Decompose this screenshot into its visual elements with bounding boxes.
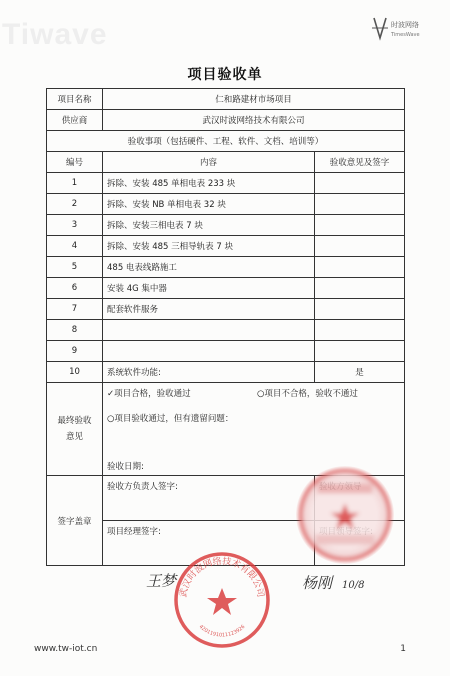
- section-title: 验收事项（包括硬件、工程、软件、文档、培训等）: [47, 131, 405, 152]
- project-name-value: 仁和路建材市场项目: [103, 89, 405, 110]
- row-opinion: [315, 257, 405, 278]
- document-title: 项目验收单: [187, 67, 263, 83]
- row-opinion: [315, 236, 405, 257]
- header-opinion: 验收意见及签字: [315, 152, 405, 173]
- seal-text: 武汉时波网络技术有限公司: [178, 556, 266, 599]
- row-content: [103, 341, 315, 362]
- watermark-text: Tiwave: [2, 18, 108, 51]
- row-opinion: [315, 215, 405, 236]
- conclusion-options: [103, 383, 405, 476]
- supplier-row: [47, 110, 405, 131]
- table-row: [47, 278, 405, 299]
- row-content: 拆除、安装 NB 单相电表 32 块: [103, 194, 315, 215]
- signature-label: 签字盖章: [47, 476, 103, 566]
- seal-code: 4201191011123926: [197, 623, 247, 639]
- row-number: 6: [47, 278, 103, 299]
- logo-text: 时波网络: [391, 21, 419, 29]
- option-pass: ✓项目合格，验收通过: [107, 389, 191, 399]
- row-opinion: [315, 173, 405, 194]
- row-number: 10: [47, 362, 103, 383]
- company-seal: [172, 550, 272, 650]
- row-number: 8: [47, 320, 103, 341]
- row-number: 7: [47, 299, 103, 320]
- table-row: [47, 173, 405, 194]
- conclusion-label-line1: 最终验收: [57, 416, 92, 426]
- company-seal-blurred: [296, 466, 394, 564]
- section-title-row: [47, 131, 405, 152]
- table-row: [47, 320, 405, 341]
- row-opinion: [315, 320, 405, 341]
- conclusion-row: [47, 383, 405, 476]
- table-header-row: [47, 152, 405, 173]
- table-row: [47, 341, 405, 362]
- row-content: 485 电表线路施工: [103, 257, 315, 278]
- header-number: 编号: [47, 152, 103, 173]
- option-fail: ○项目不合格，验收不通过: [257, 389, 358, 399]
- row-content: 安装 4G 集中器: [103, 278, 315, 299]
- page-number: 1: [400, 644, 406, 654]
- row-opinion: [315, 299, 405, 320]
- conclusion-label-line2: 意见: [65, 432, 83, 442]
- table-row: [47, 299, 405, 320]
- row-opinion: [315, 278, 405, 299]
- table-row: [47, 257, 405, 278]
- row-number: 4: [47, 236, 103, 257]
- row-content: 系统软件功能:: [103, 362, 315, 383]
- row-content: [103, 320, 315, 341]
- supplier-label: 供应商: [47, 110, 103, 131]
- row-content: 拆除、安装三相电表 7 块: [103, 215, 315, 236]
- acceptor-signature-label: 验收方负责人签字:: [107, 482, 178, 492]
- logo-subtext: TimesWave: [391, 32, 420, 38]
- row-number: 3: [47, 215, 103, 236]
- row-content: 配套软件服务: [103, 299, 315, 320]
- leader-handwritten-signature: 杨刚: [302, 574, 333, 592]
- header-content: 内容: [103, 152, 315, 173]
- conclusion-label: [47, 383, 103, 476]
- row-number: 5: [47, 257, 103, 278]
- row-opinion: [315, 194, 405, 215]
- acceptor-signature-cell: [103, 476, 315, 521]
- row-number: 2: [47, 194, 103, 215]
- table-row: [47, 236, 405, 257]
- table-row: [47, 215, 405, 236]
- table-row: [47, 362, 405, 383]
- row-number: 9: [47, 341, 103, 362]
- row-opinion: [315, 341, 405, 362]
- option-partial: ○项目验收通过，但有遗留问题：: [107, 414, 234, 424]
- project-name-label: 项目名称: [47, 89, 103, 110]
- svg-text:4201191011123926: [198, 624, 247, 639]
- company-logo: [370, 14, 432, 50]
- row-number: 1: [47, 173, 103, 194]
- footer-url: www.tw-iot.cn: [34, 644, 98, 654]
- pm-handwritten-signature: 王梦: [146, 572, 177, 590]
- row-content: 拆除、安装 485 单相电表 233 块: [103, 173, 315, 194]
- project-name-row: [47, 89, 405, 110]
- pm-signature-label: 项目经理签字:: [107, 527, 161, 537]
- supplier-value: 武汉时波网络技术有限公司: [103, 110, 405, 131]
- row-content: 拆除、安装 485 三相导轨表 7 块: [103, 236, 315, 257]
- leader-handwritten-date: 10/8: [342, 580, 365, 591]
- row-opinion: 是: [315, 362, 405, 383]
- table-row: [47, 194, 405, 215]
- acceptance-date-label: 验收日期:: [107, 462, 144, 472]
